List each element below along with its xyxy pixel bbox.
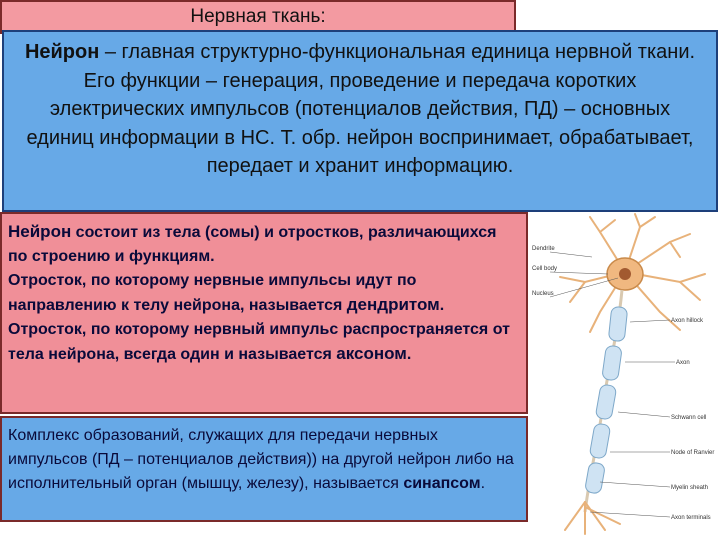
figure-label-cell-body: Cell body [532,266,558,272]
synapse-definition-box [0,416,528,522]
structure-part3: Отросток, по которому нервный импульс распространяется от тела нейрона, всегда один и называется [8,321,510,363]
nucleus [619,268,631,280]
definition-text: – главная структурно-функциональная единица нервной ткани. Его функции – генерация, проведение и передача коротких электрических импульсов (потенциалов действия, ПД) – основных единиц информации в НС. Т. обр. нейрон воспринимает, обрабатывает, передает и хранит информацию. [26,41,696,177]
structure-part2: Отросток, по которому нервные импульсы идут по направлению к телу нейрона, называется [8,272,417,314]
slide-title: Нервная ткань: [0,0,516,34]
figure-label-dendrite: Dendrite [532,246,555,252]
axon [585,290,628,512]
axon-terminals [565,502,620,534]
axon-dot: . [406,346,412,363]
figure-label-axon: Axon [676,360,690,366]
dendrite-dot: . [439,297,445,314]
axon-term: аксоном [336,344,407,363]
figure-label-axon-terminals: Axon terminals [671,515,711,521]
figure-label-axon-hillock: Axon hillock [671,318,704,324]
figure-label-nucleus: Nucleus [532,291,554,297]
structure-part1: состоит из тела (сомы) и отростков, различающихся по строению и функциям. [8,224,497,265]
neuron-structure-box [0,212,528,414]
neuron-illustration [530,212,720,540]
figure-label-myelin-sheath: Myelin sheath [671,485,709,491]
neuron-diagram [530,212,720,540]
definition-term: Нейрон [24,41,100,63]
neuron-definition-box [2,30,718,212]
synapse-text: Комплекс образований, служащих для передачи нервных импульсов (ПД – потенциалов действия)) на другой нейрон либо на исполнительный орган (мышцу, железу), называется [8,427,514,492]
dendrite-term: дендритом [346,295,440,314]
structure-term: Нейрон [8,222,72,241]
synapse-dot: . [480,475,486,492]
figure-label-node-of-ranvier: Node of Ranvier [671,450,715,456]
figure-label-schwann-cell: Schwann cell [671,415,707,421]
synapse-term: синапсом [403,475,481,492]
